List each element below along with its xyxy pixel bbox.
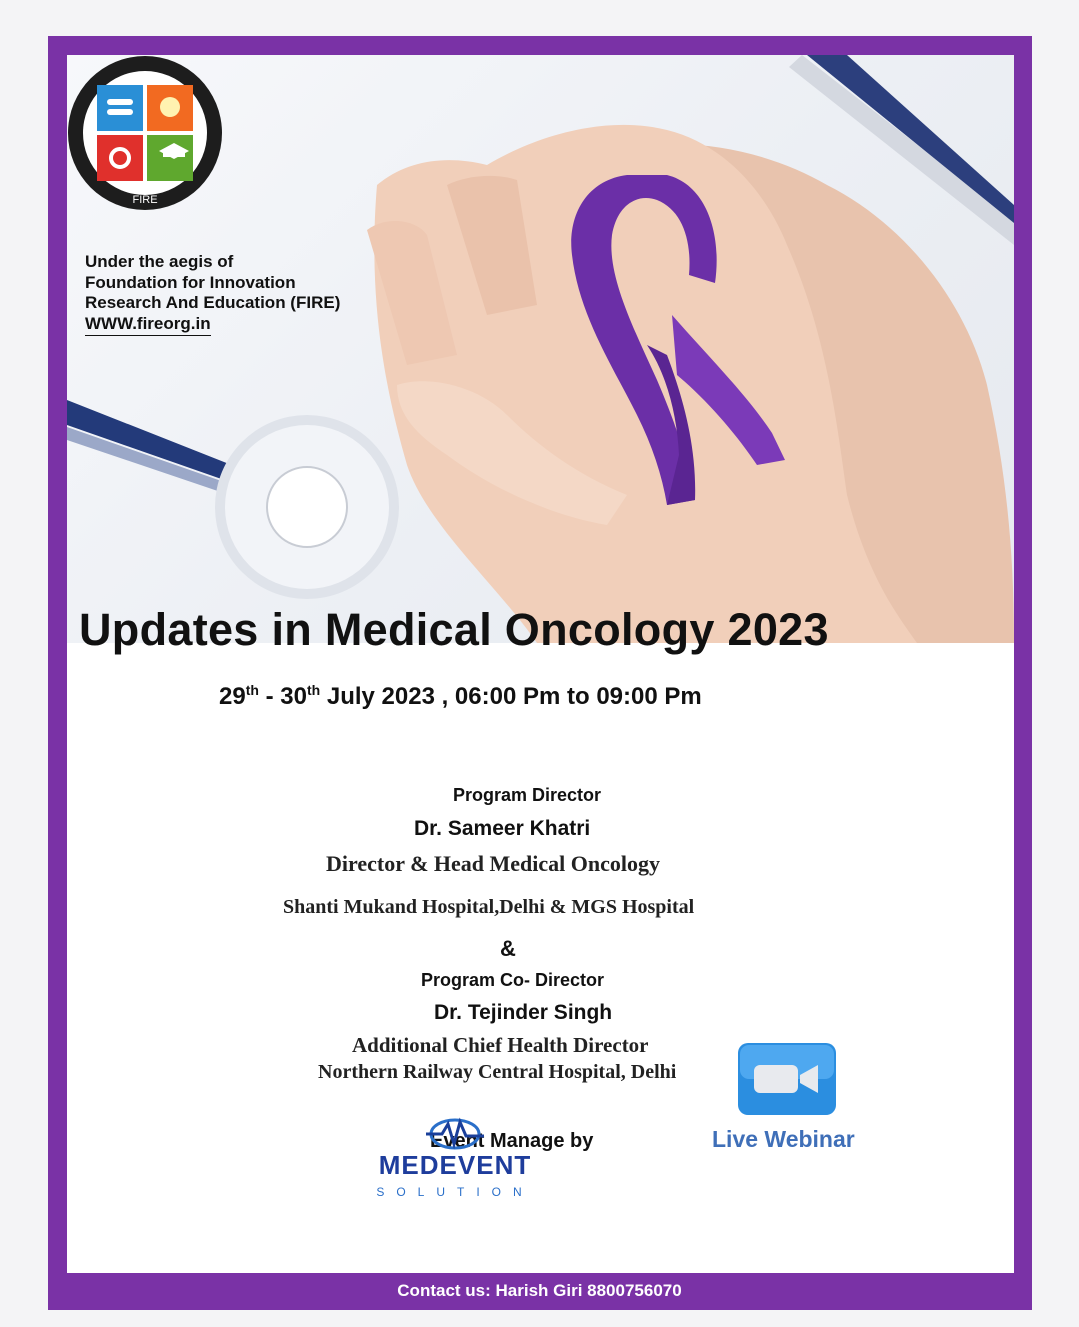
event-manager-label: Event Manage by	[430, 1130, 594, 1152]
live-webinar-label: Live Webinar	[712, 1126, 855, 1152]
event-date	[219, 683, 702, 711]
co-director-hospital: Northern Railway Central Hospital, Delhi	[318, 1061, 677, 1083]
event-title: Updates in Medical Oncology 2023	[79, 604, 829, 655]
hero-image	[67, 55, 1014, 643]
ampersand: &	[500, 936, 516, 961]
aegis-line-2: Foundation for Innovation	[85, 272, 296, 292]
program-director-role: Director & Head Medical Oncology	[326, 851, 661, 876]
medevent-tagline: SOLUTION	[376, 1185, 534, 1199]
fire-logo	[67, 55, 223, 211]
aegis-block	[85, 252, 340, 336]
co-director-label: Program Co- Director	[421, 970, 605, 990]
medevent-logo	[330, 1104, 580, 1204]
aegis-line-1: Under the aegis of	[85, 252, 234, 271]
date-rest: July 2023 , 06:00 Pm to 09:00 Pm	[320, 683, 702, 710]
medevent-brand: MEDEVENT	[378, 1150, 532, 1180]
program-director-name: Dr. Sameer Khatri	[414, 817, 591, 840]
co-director-role: Additional Chief Health Director	[352, 1033, 649, 1057]
aegis-line-3: Research And Education (FIRE)	[85, 293, 341, 312]
date-day1: 29	[219, 683, 246, 710]
website-link[interactable]: WWW.fireorg.in	[85, 314, 211, 337]
date-sep: - 30	[258, 683, 307, 710]
poster-body	[67, 55, 1014, 1273]
footer-contact: Contact us: Harish Giri 8800756070	[397, 1281, 682, 1300]
video-camera-icon[interactable]	[738, 1043, 836, 1115]
program-director-label: Program Director	[453, 785, 602, 805]
date-sup1: th	[245, 682, 259, 698]
program-director-hospital: Shanti Mukand Hospital,Delhi & MGS Hospital	[283, 896, 695, 918]
logo-short-text: FIRE	[132, 194, 158, 206]
co-director-name: Dr. Tejinder Singh	[434, 1001, 613, 1024]
date-sup2: th	[306, 682, 321, 698]
